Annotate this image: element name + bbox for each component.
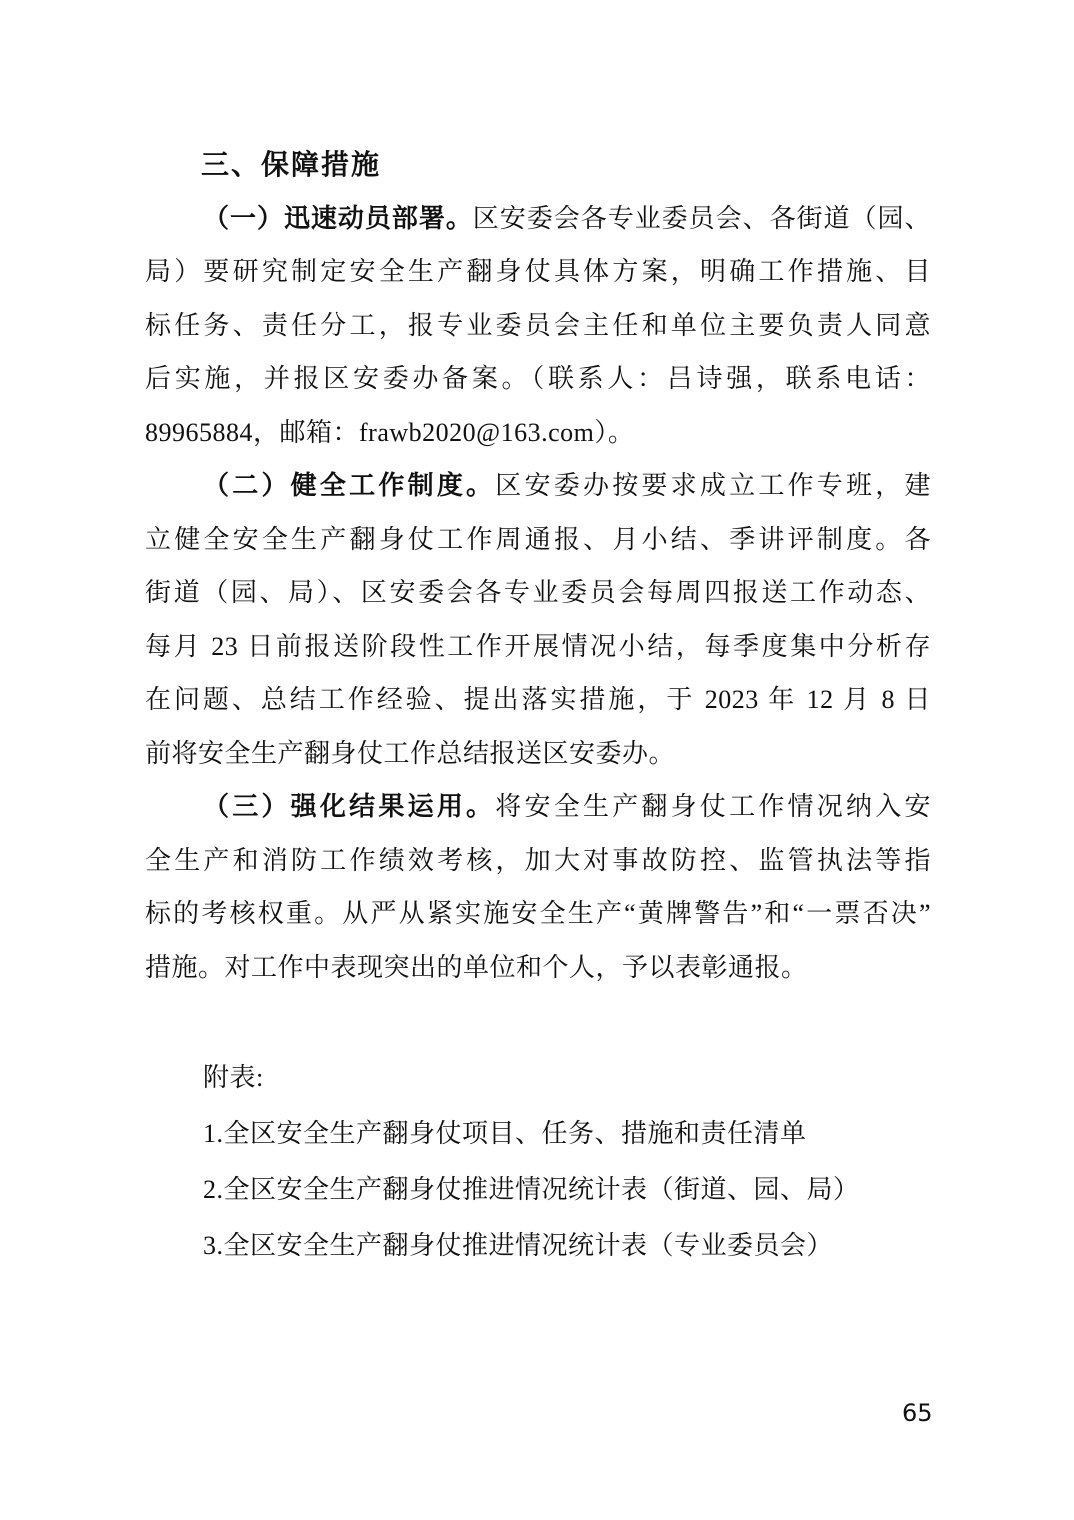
paragraph-text: 将安全生产翻身仗工作情况纳入安 — [495, 792, 931, 821]
paragraph-text: 区安委会各专业委员会、各街道（园、 — [472, 203, 931, 233]
paragraph-lead: （二）健全工作制度。 — [203, 471, 496, 500]
attachment-item: 3.全区安全生产翻身仗推进情况统计表（专业委员会） — [203, 1231, 834, 1260]
paragraph-line — [145, 459, 931, 513]
paragraph-line: 立健全安全生产翻身仗工作周通报、月小结、季讲评制度。各 — [145, 524, 931, 554]
section-heading: 三、保障措施 — [201, 148, 382, 181]
paragraph-line: 后实施，并报区安委办备案。（联系人：吕诗强，联系电话： — [145, 364, 931, 393]
paragraph-line: 街道（园、局）、区安委会各专业委员会每周四报送工作动态、 — [145, 578, 931, 607]
attachment-item: 1.全区安全生产翻身仗项目、任务、措施和责任清单 — [203, 1119, 807, 1148]
attachment-item: 2.全区安全生产翻身仗推进情况统计表（街道、园、局） — [203, 1175, 860, 1204]
paragraph-line — [145, 192, 931, 246]
paragraph-line: 措施。对工作中表现突出的单位和个人，予以表彰通报。 — [145, 952, 808, 982]
paragraph-line: 前将安全生产翻身仗工作总结报送区安委办。 — [145, 738, 676, 768]
paragraph-line: 标任务、责任分工，报专业委员会主任和单位主要负责人同意 — [145, 310, 931, 340]
paragraph-line: 标的考核权重。从严从紧实施安全生产“黄牌警告”和“一票否决” — [145, 899, 931, 928]
document-body — [145, 138, 931, 994]
paragraph-line: 每月 23 日前报送阶段性工作开展情况小结，每季度集中分析存 — [145, 631, 931, 661]
paragraph-line — [145, 780, 931, 834]
paragraph-text: 区安委办按要求成立工作专班，建 — [495, 471, 931, 500]
paragraph-line: 局）要研究制定安全生产翻身仗具体方案，明确工作措施、目 — [145, 257, 931, 286]
attachment-label: 附表: — [203, 1063, 264, 1092]
paragraph-lead: （一）迅速动员部署。 — [203, 203, 473, 233]
paragraph-lead: （三）强化结果运用。 — [203, 792, 496, 821]
paragraph-line: 在问题、总结工作经验、提出落实措施，于 2023 年 12 月 8 日 — [145, 685, 931, 714]
page-number: 65 — [902, 1399, 933, 1427]
paragraph-line: 全生产和消防工作绩效考核，加大对事故防控、监管执法等指 — [145, 845, 931, 875]
paragraph-line: 89965884，邮箱：frawb2020@163.com）。 — [145, 417, 635, 447]
attachment-list — [145, 1050, 931, 1274]
